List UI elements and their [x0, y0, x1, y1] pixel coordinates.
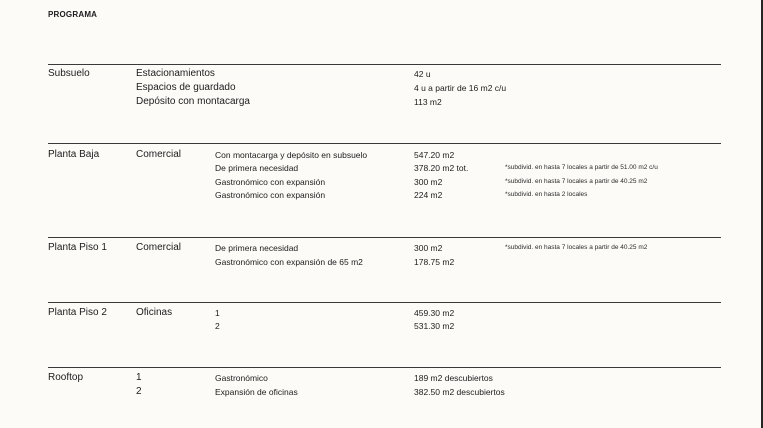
- item-value: 224 m2: [414, 190, 443, 200]
- item-number: 2: [136, 386, 142, 397]
- document-title: PROGRAMA: [48, 10, 98, 19]
- item-note: *subdivid. en hasta 2 locales: [505, 191, 588, 198]
- item-value: 4 u a partir de 16 m2 c/u: [414, 83, 507, 93]
- item-value: 189 m2 descubiertos: [414, 373, 493, 383]
- section-divider: [48, 64, 721, 65]
- item-name: Gastronómico con expansión: [215, 177, 326, 187]
- item-value: 42 u: [414, 69, 431, 79]
- item-note: *subdivid. en hasta 7 locales a partir de 51.00 m2 c/u: [505, 164, 658, 171]
- section-divider: [48, 237, 721, 238]
- category-label: Comercial: [136, 149, 182, 160]
- category-label: Comercial: [136, 242, 182, 253]
- section-divider: [48, 143, 721, 144]
- item-name: 1: [215, 308, 220, 318]
- item-name: 2: [215, 321, 220, 331]
- section-label-rooftop: Rooftop: [48, 372, 84, 383]
- item-value: 531.30 m2: [414, 321, 455, 331]
- item-value: 459.30 m2: [414, 308, 455, 318]
- item-number: 1: [136, 372, 142, 383]
- item-value: 113 m2: [414, 97, 442, 107]
- item-name: Espacios de guardado: [136, 82, 236, 93]
- section-label-subsuelo: Subsuelo: [48, 68, 90, 79]
- section-label-planta-piso-2: Planta Piso 2: [48, 307, 107, 318]
- section-label-planta-piso-1: Planta Piso 1: [48, 242, 107, 253]
- section-divider: [48, 302, 721, 303]
- item-name: Gastronómico con expansión de 65 m2: [215, 257, 363, 267]
- item-name: Gastronómico con expansión: [215, 190, 326, 200]
- item-note: *subdivid. en hasta 7 locales a partir de 40.25 m2: [505, 244, 648, 251]
- item-value: 382.50 m2 descubiertos: [414, 387, 505, 397]
- item-value: 547.20 m2: [414, 150, 455, 160]
- item-name: De primera necesidad: [215, 163, 299, 173]
- item-value: 300 m2: [414, 243, 443, 253]
- item-name: Expansión de oficinas: [215, 387, 298, 397]
- section-label-planta-baja: Planta Baja: [48, 149, 100, 160]
- item-name: Depósito con montacarga: [136, 96, 250, 107]
- category-label: Oficinas: [136, 307, 173, 318]
- item-name: Gastronómico: [215, 373, 268, 383]
- item-note: *subdivid. en hasta 7 locales a partir de 40.25 m2: [505, 178, 648, 185]
- item-value: 300 m2: [414, 177, 443, 187]
- item-value: 378.20 m2 tot.: [414, 163, 469, 173]
- item-value: 178.75 m2: [414, 257, 455, 267]
- section-divider: [48, 367, 721, 368]
- item-name: Estacionamientos: [136, 68, 215, 79]
- item-name: De primera necesidad: [215, 243, 299, 253]
- item-name: Con montacarga y depósito en subsuelo: [215, 150, 368, 160]
